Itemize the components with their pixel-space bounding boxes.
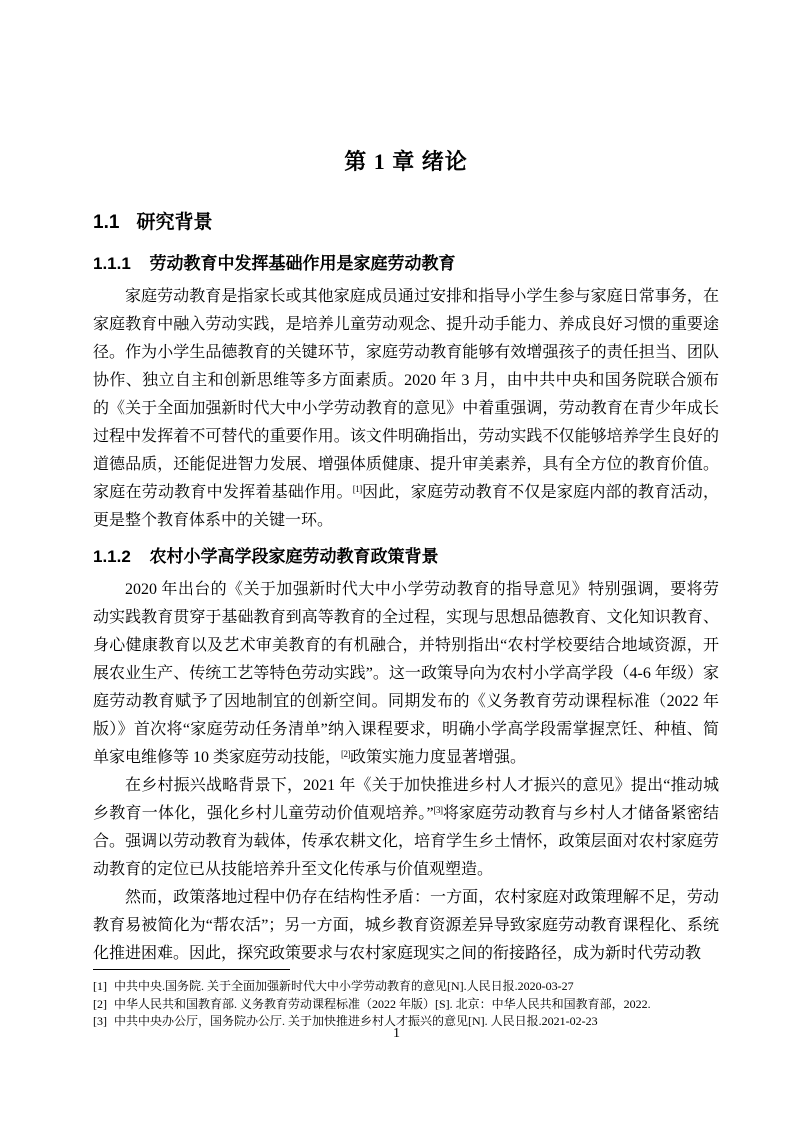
paragraph-text: 因此，家庭劳动教育不仅是家庭内部的教育活动，更是整个教育体系中的关键一环。 xyxy=(93,484,719,529)
subsection-heading-1-1-1 xyxy=(93,253,719,275)
section-heading-1-1 xyxy=(93,211,719,235)
footnote-item-1 xyxy=(93,978,719,996)
paragraph-text: 政策实施力度显著增强。 xyxy=(350,749,527,766)
footnote-ref-1: [1] xyxy=(352,484,362,494)
paragraph-1 xyxy=(93,283,719,535)
chapter-title: 第 1 章 绪论 xyxy=(344,149,468,174)
paragraph-4 xyxy=(93,884,719,968)
paragraph-3 xyxy=(93,772,719,884)
paragraph-text: 家庭劳动教育是指家长或其他家庭成员通过安排和指导小学生参与家庭日常事务，在家庭教育中融入劳动实践，是培养儿童劳动观念、提升动手能力、养成良好习惯的重要途径。作为小学生品德教育的关键环节，家庭劳动教育能够有效增强孩子的责任担当、团队协作、独立自主和创新思维等多方面素质。2020 年 3 月，由中共中央和国务院联合颁布的《关于全面加强新时代大中小学劳动教育的意见》中着重强调，劳动教育在青少年成长过程中发挥着不可替代的重要作用。该文件明确指出，劳动实践不仅能够培养学生良好的道德品质，还能促进智力发展、增强体质健康、提升审美素养，具有全方位的教育价值。家庭在劳动教育中发挥着基础作用。 xyxy=(93,288,719,501)
subsection-title: 劳动教育中发挥基础作用是家庭劳动教育 xyxy=(149,254,456,273)
paragraph-text: 然而，政策落地过程中仍存在结构性矛盾：一方面，农村家庭对政策理解不足，劳动教育易被简化为“帮农活”；另一方面，城乡教育资源差异导致家庭劳动教育课程化、系统化推进困难。因此，探究政策要求与农村家庭现实之间的衔接路径，成为新时代劳动教 xyxy=(93,889,719,962)
paragraph-text: 将家庭劳动教育与乡村人才储备紧密结合。强调以劳动教育为载体，传承农耕文化，培育学生乡土情怀，政策层面对农村家庭劳动教育的定位已从技能培养升至文化传承与价值观塑造。 xyxy=(93,805,719,878)
section-title: 研究背景 xyxy=(136,212,213,233)
footnote-text: 中共中央.国务院. 关于全面加强新时代大中小学劳动教育的意见[N].人民日报.2020-03-27 xyxy=(114,979,574,993)
paragraph-text: 在乡村振兴战略背景下，2021 年《关于加快推进乡村人才振兴的意见》提出“推动城乡教育一体化，强化乡村儿童劳动价值观培养。” xyxy=(93,777,719,822)
footnote-text: 中共中央办公厅，国务院办公厅. 关于加快推进乡村人才振兴的意见[N]. 人民日报.2021-02-23 xyxy=(114,1014,598,1028)
section-number: 1.1 xyxy=(93,212,120,233)
footnote-area xyxy=(93,969,719,1031)
footnote-ref-3: [3] xyxy=(433,805,443,815)
subsection-title: 农村小学高学段家庭劳动教育政策背景 xyxy=(149,547,439,566)
page-number: 1 xyxy=(393,1026,400,1041)
footnote-ref-2: [2] xyxy=(341,749,351,759)
footnote-marker: [2] xyxy=(93,996,107,1011)
paragraph-2 xyxy=(93,576,719,772)
footnote-separator-rule xyxy=(93,969,290,970)
subsection-heading-1-1-2 xyxy=(93,546,719,568)
paragraph-text: 2020 年出台的《关于加强新时代大中小学劳动教育的指导意见》特别强调，要将劳动实践教育贯穿于基础教育到高等教育的全过程，实现与思想品德教育、文化知识教育、身心健康教育以及艺术审美教育的有机融合，并特别指出“农村学校要结合地域资源，开展农业生产、传统工艺等特色劳动实践”。这一政策导向为农村小学高学段（4-6 年级）家庭劳动教育赋予了因地制宜的创新空间。同期发布的《义务教育劳动课程标准（2022 年版）》首次将“家庭劳动任务清单”纳入课程要求，明确小学高学段需掌握烹饪、种植、简单家电维修等 10 类家庭劳动技能， xyxy=(93,581,719,766)
subsection-number: 1.1.1 xyxy=(93,254,131,273)
footnote-item-2 xyxy=(93,996,719,1014)
footnote-marker: [3] xyxy=(93,1014,107,1028)
footnote-marker: [1] xyxy=(93,979,107,993)
subsection-number: 1.1.2 xyxy=(93,547,131,566)
footnote-text: 中华人民共和国教育部. 义务教育劳动课程标准（2022 年版）[S]. 北京：中华人民共和国教育部，2022. xyxy=(114,996,651,1011)
